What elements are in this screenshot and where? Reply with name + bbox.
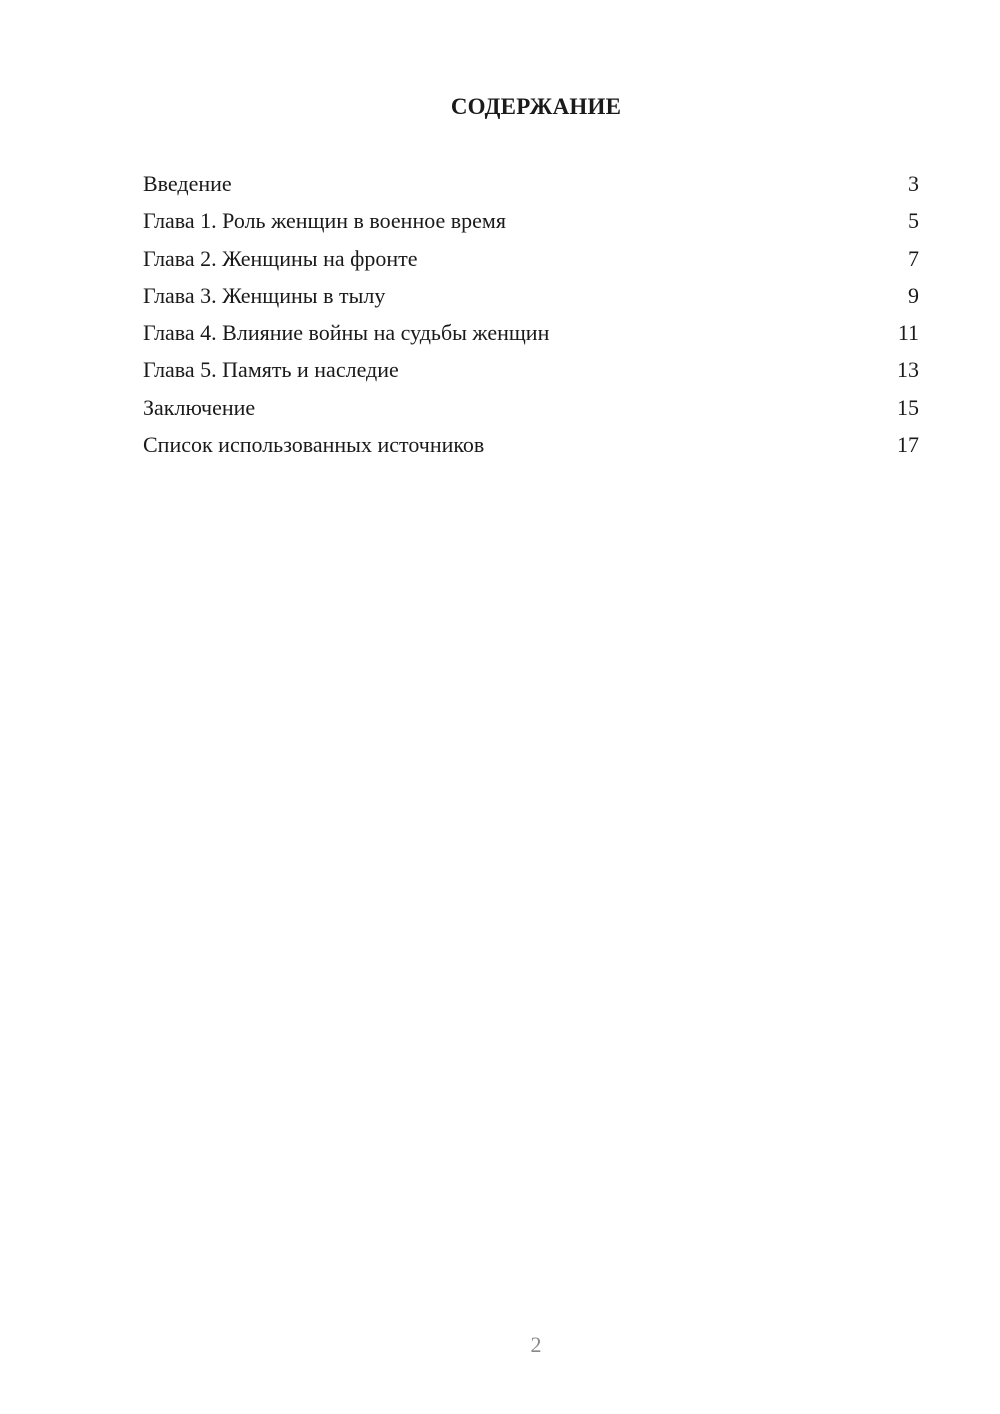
toc-entry-page: 17 bbox=[897, 432, 919, 458]
toc-entry-chapter-2[interactable] bbox=[143, 243, 919, 280]
toc-entry-introduction[interactable] bbox=[143, 168, 919, 205]
toc-entry-conclusion[interactable] bbox=[143, 392, 919, 429]
toc-entry-chapter-4[interactable] bbox=[143, 317, 919, 354]
toc-entry-page: 7 bbox=[908, 245, 919, 271]
toc-entry-chapter-1[interactable] bbox=[143, 205, 919, 242]
toc-entry-page: 9 bbox=[908, 282, 919, 308]
toc-entry-label: Введение bbox=[143, 171, 232, 196]
toc-entry-label: Список использованных источников bbox=[143, 432, 485, 458]
toc-entry-label: Заключение bbox=[143, 394, 256, 420]
toc-entry-page: 11 bbox=[897, 320, 919, 346]
toc-entry-label: Глава 4. Влияние войны на судьбы женщин bbox=[143, 320, 550, 346]
toc-entry-references[interactable] bbox=[143, 429, 919, 466]
toc-entry-page: 5 bbox=[908, 208, 919, 234]
table-of-contents bbox=[143, 168, 919, 466]
toc-entry-page: 13 bbox=[897, 357, 919, 383]
page-title: СОДЕРЖАНИЕ bbox=[450, 94, 622, 119]
toc-entry-page: 15 bbox=[897, 394, 919, 420]
toc-entry-page: 3 bbox=[908, 171, 919, 196]
toc-entry-label: Глава 5. Память и наследие bbox=[143, 357, 399, 383]
toc-entry-label: Глава 3. Женщины в тылу bbox=[143, 282, 386, 308]
toc-entry-chapter-3[interactable] bbox=[143, 280, 919, 317]
toc-entry-label: Глава 2. Женщины на фронте bbox=[143, 245, 418, 271]
toc-entry-chapter-5[interactable] bbox=[143, 354, 919, 391]
page-number: 2 bbox=[530, 1332, 542, 1357]
toc-entry-label: Глава 1. Роль женщин в военное время bbox=[143, 208, 506, 234]
